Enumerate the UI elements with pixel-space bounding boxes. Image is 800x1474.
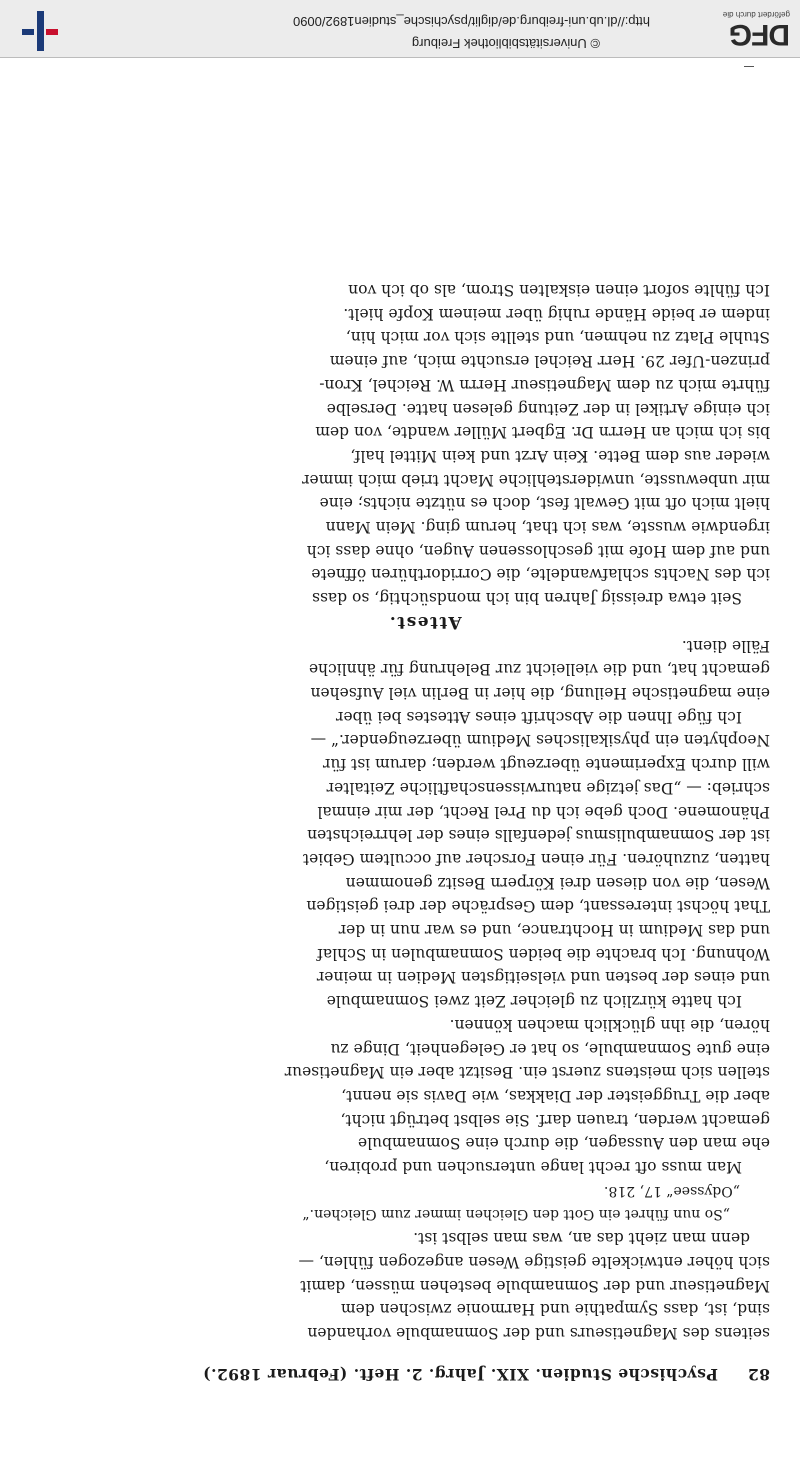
running-title: Psychische Studien. XIX. Jahrg. 2. Heft. (Februar 1892.) xyxy=(202,1365,718,1384)
page-number: 82 xyxy=(747,1365,770,1384)
text-line: Man muss oft recht lange untersuchen und probiren, xyxy=(324,1158,742,1177)
quote-line: „So nun führet ein Gott den Gleichen immer zum Gleichen.“ xyxy=(302,1206,730,1223)
text-line: hatten, zuzuhören. Für einen Forscher auf occultem Gebiet xyxy=(302,849,770,868)
printed-page xyxy=(80,277,770,1384)
text-line: Seit etwa dreissig Jahren bin ich mondsüchtig, so dass xyxy=(312,589,742,608)
text-line: ich des Nachts schlafwandelte, die Corridorthüren öffnete xyxy=(311,565,770,584)
text-line: ich einige Artikel in der Zeitung gelesen hatte. Derselbe xyxy=(326,399,770,418)
text-line: führte mich zu dem Magnetiseur Herrn W. Reichel, Kron- xyxy=(319,375,770,394)
dfg-subtext: gefördert durch die xyxy=(722,10,790,19)
running-head xyxy=(80,1360,770,1384)
text-line: aber die Truggeister der Diakkas, wie Davis sie nennt, xyxy=(341,1086,770,1105)
text-line: Wohnung. Ich brachte die beiden Somnambulen in Schlaf xyxy=(317,944,770,963)
scan-corner-mark xyxy=(744,66,754,67)
logo-bar-red xyxy=(46,29,58,35)
text-line: wieder aus dem Bette. Kein Arzt und kein Mittel half, xyxy=(350,446,770,465)
copyright-text: © Universitätsbibliothek Freiburg xyxy=(411,36,600,51)
viewer-footer-bar xyxy=(0,0,800,58)
text-line: irgendwie wusste, was ich that, herum ging. Mein Mann xyxy=(325,518,770,537)
ub-freiburg-logo-icon[interactable] xyxy=(18,11,62,51)
quote-reference: „Odyssee“ 17, 218. xyxy=(603,1182,740,1199)
text-line: mir unbewusste, unwiderstehliche Macht trieb mich immer xyxy=(302,470,770,489)
text-line: bis ich mich an Herrn Dr. Egbert Müller wandte, von dem xyxy=(315,423,770,442)
text-line: Magnetiseur und der Somnambule bestehen müssen, damit xyxy=(300,1276,770,1295)
text-line: Fälle dient. xyxy=(681,636,770,655)
logo-bar-blue xyxy=(22,29,34,35)
text-line: eine gute Somnambule, so hat er Gelegenheit, Dinge zu xyxy=(330,1039,770,1058)
text-line: denn man zieht das an, was man selbst ist. xyxy=(413,1229,750,1248)
logo-bar-vertical xyxy=(37,11,44,51)
text-line: Phänomene. Doch gebe ich du Prel Recht, der mir einmal xyxy=(317,802,770,821)
text-line: Ich hatte kürzlich zu gleicher Zeit zwei Somnambule xyxy=(326,992,742,1011)
body-text xyxy=(80,277,770,1344)
text-line: gemacht hat, und die vielleicht zur Belehrung für ähnliche xyxy=(308,660,770,679)
text-line: Ich füge Ihnen die Abschrift eines Attestes bei über xyxy=(335,707,742,726)
text-line: prinzen-Ufer 29. Herr Reichel ersuchte mich, auf einem xyxy=(329,352,770,371)
text-line: Ich fühlte sofort einen eiskalten Strom, als ob ich von xyxy=(348,281,770,300)
text-line: schrieb: — „Das jetzige naturwissenschaftliche Zeitalter xyxy=(326,778,770,797)
text-line: sind, ist, dass Sympathie und Harmonie zwischen dem xyxy=(340,1300,770,1319)
text-line: stellen sich meistens zuerst ein. Besitzt aber ein Magnetiseur xyxy=(284,1063,770,1082)
text-line: und das Medium in Hochtrance, und es war nun in der xyxy=(338,921,770,940)
text-line: eine magnetische Heilung, die hier in Berlin viel Aufsehen xyxy=(310,684,770,703)
text-line: indem er beide Hände ruhig über meinem Kopfe hielt. xyxy=(343,304,770,323)
text-line: ist der Somnambulismus jedenfalls eines der lehrreichsten xyxy=(307,826,770,845)
text-line: will durch Experimente überzeugt werden; darum ist für xyxy=(322,755,770,774)
text-line: und auf dem Hofe mit geschlossenen Augen, ohne dass ich xyxy=(306,541,770,560)
text-line: Neophyten ein physikalisches Medium überzeugender.“ — xyxy=(310,731,770,750)
text-line: That höchst interessant, dem Gespräche der drei geistigen xyxy=(306,897,770,916)
text-line: Wesen, die von diesen drei Körpern Besitz genommen xyxy=(345,873,770,892)
source-url-link[interactable]: http://dl.ub.uni-freiburg.de/diglit/psychische_studien1892/0090 xyxy=(292,14,650,29)
text-line: und eines der besten und vielseitigsten Medien in meiner xyxy=(316,968,770,987)
dfg-letters: DFG xyxy=(729,18,790,51)
text-line: sich höher entwickelte geistige Wesen angezogen fühlen, — xyxy=(298,1252,770,1271)
text-line: seitens des Magnetiseurs und der Somnambule vorhanden xyxy=(307,1324,770,1342)
text-line: hören, die ihn glücklich machen können. xyxy=(449,1015,770,1034)
dfg-logo-icon[interactable] xyxy=(710,5,790,49)
text-line: Stuhle Platz zu nehmen, und stellte sich vor mich hin, xyxy=(345,328,770,347)
text-line: ehe man den Aussagen, die durch eine Somnambule xyxy=(357,1134,770,1153)
section-heading: Attest. xyxy=(388,611,462,632)
text-line: gemacht werden, trauen darf. Sie selbst betrügt nicht, xyxy=(340,1110,770,1129)
text-line: hielt mich oft mit Gewalt fest, doch es nützte nichts; eine xyxy=(319,494,770,513)
